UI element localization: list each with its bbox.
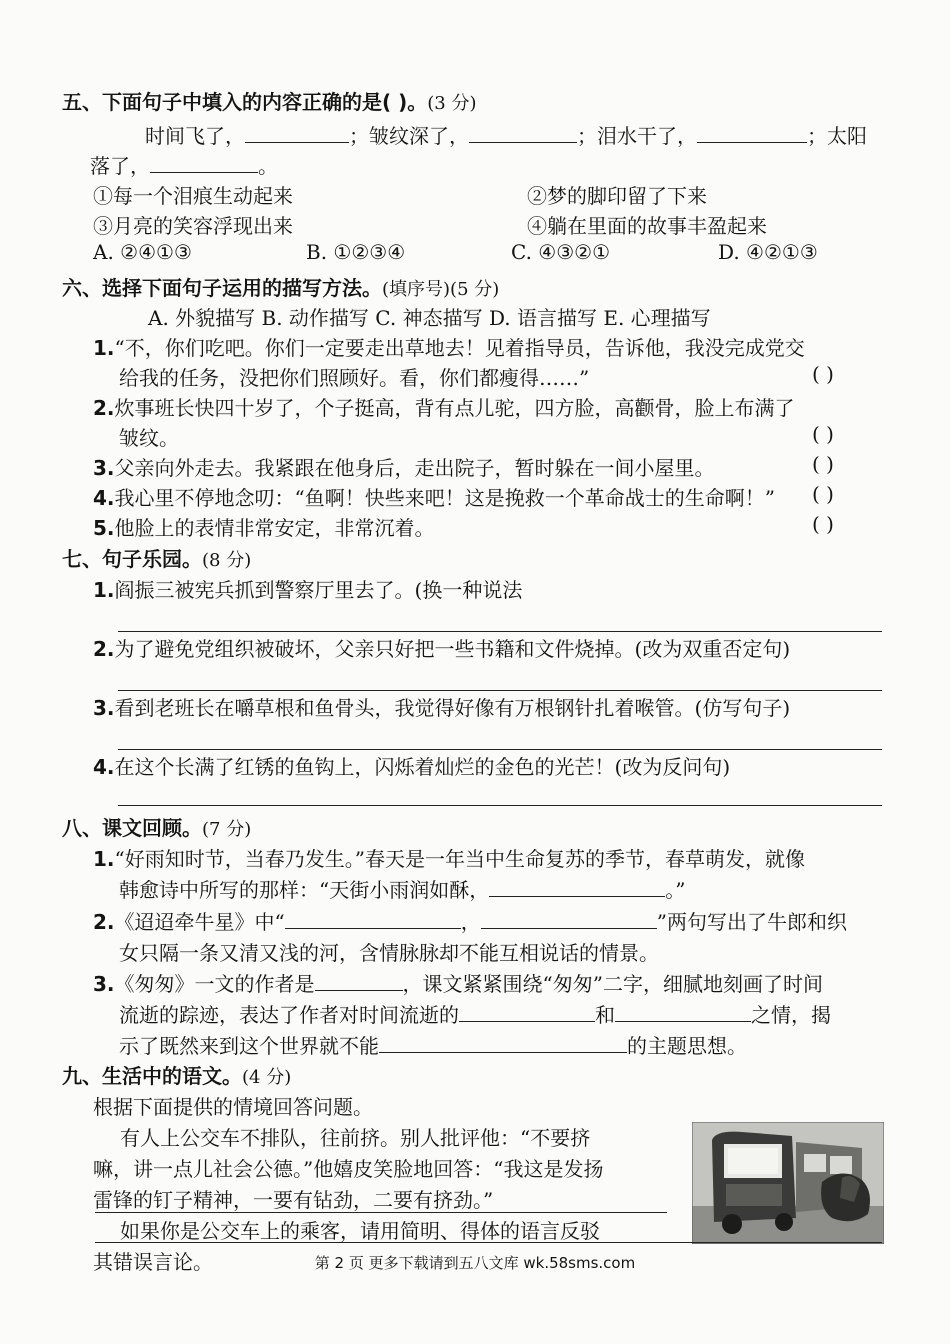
s6-q3-answer-paren[interactable]: ( ) — [812, 452, 834, 476]
s6-q1-line-1: 1.“不，你们吃吧。你们一定要走出草地去！见着指导员，告诉他，我没完成党交 — [93, 336, 805, 360]
s9-answer-line-2[interactable] — [95, 1242, 882, 1243]
s5-option-1: ①每一个泪痕生动起来 — [93, 184, 293, 208]
blank[interactable] — [150, 154, 258, 173]
blank[interactable] — [489, 878, 665, 897]
s8-q1-line-2: 韩愈诗中所写的那样：“天街小雨润如酥， 。” — [119, 878, 686, 902]
s7-q3: 3.看到老班长在嚼草根和鱼骨头，我觉得好像有万根钢针扎着喉管。(仿写句子) — [93, 696, 791, 720]
section-7-points: (8 分) — [202, 550, 252, 571]
blank[interactable] — [459, 1003, 595, 1022]
s5-option-2: ②梦的脚印留了下来 — [527, 184, 707, 208]
section-6-title: 六、选择下面句子运用的描写方法。(填序号)(5 分) — [62, 276, 500, 300]
section-5-points: (3 分) — [427, 93, 477, 114]
s6-q5-answer-paren[interactable]: ( ) — [812, 512, 834, 536]
s6-q4-answer-paren[interactable]: ( ) — [812, 482, 834, 506]
s6-methods: A. 外貌描写 B. 动作描写 C. 神态描写 D. 语言描写 E. 心理描写 — [148, 306, 711, 330]
section-5-title — [62, 86, 476, 115]
s8-q2-line-1: 2.《迢迢牵牛星》中“ ， ”两句写出了牛郎和织 — [93, 910, 847, 934]
s6-q1-answer-paren[interactable]: ( ) — [812, 362, 834, 386]
bus-illustration — [692, 1122, 884, 1244]
section-6-points: (填序号)(5 分) — [382, 279, 500, 300]
s7-q1-answer-line[interactable] — [118, 631, 882, 632]
s9-para-3: 雷锋的钉子精神，一要有钻劲，二要有挤劲。” — [93, 1188, 494, 1212]
s8-q3-line-3: 示了既然来到这个世界就不能 的主题思想。 — [119, 1034, 747, 1058]
s7-q4-answer-line[interactable] — [118, 805, 882, 806]
blank[interactable] — [697, 124, 807, 143]
s9-para-1: 有人上公交车不排队，往前挤。别人批评他：“不要挤 — [120, 1126, 591, 1150]
s6-q5: 5.他脸上的表情非常安定，非常沉着。 — [93, 516, 435, 540]
section-9-title: 九、生活中的语文。(4 分) — [62, 1064, 292, 1088]
s5-choice-d[interactable]: D. ④②①③ — [718, 240, 818, 264]
blank[interactable] — [245, 124, 349, 143]
s9-answer-line-1[interactable] — [95, 1212, 667, 1213]
s5-option-4: ④躺在里面的故事丰盈起来 — [527, 214, 767, 238]
s6-q2-answer-paren[interactable]: ( ) — [812, 422, 834, 446]
s5-choice-c[interactable]: C. ④③②① — [511, 240, 611, 264]
s8-q3-line-2: 流逝的踪迹，表达了作者对时间流逝的 和 之情，揭 — [119, 1003, 831, 1027]
section-9-points: (4 分) — [242, 1067, 292, 1088]
page-footer: 第 2 页 更多下载请到五八文库 wk.58sms.com — [314, 1254, 636, 1272]
s7-q2: 2.为了避免党组织被破坏，父亲只好把一些书籍和文件烧掉。(改为双重否定句) — [93, 637, 791, 661]
blank[interactable] — [469, 124, 577, 143]
s6-q2-line-1: 2.炊事班长快四十岁了，个子挺高，背有点儿驼，四方脸，高颧骨，脸上布满了 — [93, 396, 795, 420]
blank[interactable] — [615, 1003, 751, 1022]
s8-q1-line-1: 1.“好雨知时节，当春乃发生。”春天是一年当中生命复苏的季节，春草萌发，就像 — [93, 847, 805, 871]
blank[interactable] — [315, 972, 403, 991]
s6-q4: 4.我心里不停地念叨：“鱼啊！快些来吧！这是挽救一个革命战士的生命啊！” — [93, 486, 775, 510]
blank[interactable] — [379, 1034, 627, 1053]
s9-para-5: 其错误言论。 — [93, 1250, 213, 1274]
section-8-points: (7 分) — [202, 819, 252, 840]
bus-image — [692, 1122, 884, 1244]
s5-choice-b[interactable]: B. ①②③④ — [306, 240, 406, 264]
s5-line-1: 时间飞了， ；皱纹深了， ；泪水干了， ；太阳 — [145, 124, 867, 148]
s7-q1: 1.阎振三被宪兵抓到警察厅里去了。(换一种说法 — [93, 578, 523, 602]
s9-intro: 根据下面提供的情境回答问题。 — [93, 1095, 373, 1119]
s8-q3-line-1: 3.《匆匆》一文的作者是 ，课文紧紧围绕“匆匆”二字，细腻地刻画了时间 — [93, 972, 823, 996]
section-5-heading: 五、下面句子中填入的内容正确的是( )。 — [62, 90, 428, 114]
s9-para-4: 如果你是公交车上的乘客，请用简明、得体的语言反驳 — [120, 1219, 600, 1243]
s9-para-2: 嘛，讲一点儿社会公德。”他嬉皮笑脸地回答：“我这是发扬 — [93, 1157, 604, 1181]
s7-q3-answer-line[interactable] — [118, 749, 882, 750]
section-8-title: 八、课文回顾。(7 分) — [62, 816, 252, 840]
section-7-title: 七、句子乐园。(8 分) — [62, 547, 252, 571]
s7-q2-answer-line[interactable] — [118, 690, 882, 691]
s5-line-2: 落了， 。 — [90, 154, 278, 178]
blank[interactable] — [285, 910, 461, 929]
s6-q3: 3.父亲向外走去。我紧跟在他身后，走出院子，暂时躲在一间小屋里。 — [93, 456, 715, 480]
s6-q1-line-2: 给我的任务，没把你们照顾好。看，你们都瘦得……” — [119, 366, 590, 390]
s7-q4: 4.在这个长满了红锈的鱼钩上，闪烁着灿烂的金色的光芒！(改为反问句) — [93, 755, 731, 779]
s8-q2-line-2: 女只隔一条又清又浅的河，含情脉脉却不能互相说话的情景。 — [119, 941, 659, 965]
s6-q2-line-2: 皱纹。 — [119, 426, 179, 450]
blank[interactable] — [481, 910, 657, 929]
s5-choice-a[interactable]: A. ②④①③ — [93, 240, 192, 264]
s5-option-3: ③月亮的笑容浮现出来 — [93, 214, 293, 238]
